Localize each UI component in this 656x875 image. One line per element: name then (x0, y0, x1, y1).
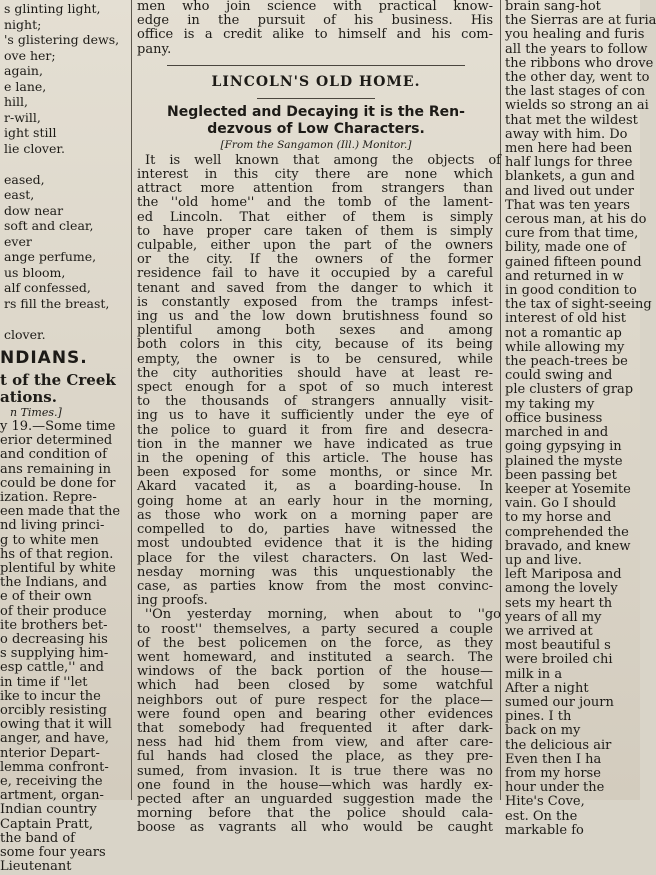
poem-line: rs fill the breast, (4, 295, 110, 311)
text-line: ization. Repre- (0, 490, 97, 506)
middle-column (137, 0, 501, 836)
text-line: ans remaining in (0, 461, 111, 477)
text-line: erior determined (0, 433, 113, 449)
text-line: and lived out under (505, 183, 634, 199)
text-line: to roost'' themselves, a party secured a couple (137, 621, 493, 637)
text-line: office business (505, 410, 603, 426)
text-line: culpable, either upon the part of the owners (137, 238, 493, 254)
text-line: hs of that region. (0, 546, 114, 562)
text-line: ed Lincoln. That either of them is simply (137, 209, 493, 225)
text-line: Akard vacated it, as a boarding-house. In (137, 479, 493, 495)
poem-line: clover. (4, 326, 46, 342)
text-line: That was ten years (505, 197, 630, 213)
text-line: plained the myste (505, 453, 623, 469)
text-line: interest in this city there are none which (137, 167, 493, 183)
text-line: owing that it will (0, 717, 112, 733)
text-line: hour under the (505, 780, 605, 796)
text-line: been passing bet (505, 467, 617, 483)
text-line: cerous man, at his do (505, 212, 647, 228)
text-line: g to white men (0, 532, 99, 548)
text-line: morning before that the police should cala- (137, 806, 493, 822)
poem-line (0, 156, 128, 172)
text-line: nterior Depart- (0, 745, 100, 761)
text-line: half lungs for three (505, 155, 633, 171)
text-line: ple clusters of grap (505, 382, 634, 398)
text-line: or the city. If the owners of the former (137, 252, 493, 268)
text-line: place for the vilest characters. On last Wed- (137, 550, 493, 566)
text-line: plentiful among both sexes and among (137, 323, 493, 339)
text-line: both colors in this city, because of its being (137, 337, 493, 353)
text-line: It is well known that among the objects of (145, 152, 501, 168)
text-line: going home at an early hour in the morning, (137, 493, 493, 509)
text-line: some four years (0, 845, 106, 861)
subtitle-line: dezvous of Low Characters. (207, 120, 425, 137)
text-line: gained fifteen pound (505, 254, 642, 270)
text-line: been exposed for some months, or since Mr. (137, 465, 493, 481)
column-rule-left (131, 0, 132, 800)
subhead-line: t of the Creek (0, 371, 116, 389)
source-credit: n Times.] (10, 406, 62, 419)
text-line: ing proofs. (137, 593, 208, 609)
text-line: keeper at Yosemite (505, 481, 631, 497)
text-line: sets my heart th (505, 595, 613, 611)
text-line: could be done for (0, 475, 116, 491)
poem-line: e lane, (4, 78, 47, 94)
text-line: boose as vagrants all who would be caught (137, 820, 493, 836)
text-line: bility, made one of (505, 240, 626, 256)
text-line: the peach-trees be (505, 354, 628, 370)
article-paragraph-1 (137, 152, 501, 609)
text-line: most undoubted evidence that it is the hiding (137, 536, 493, 552)
text-line: vain. Go I should (505, 496, 617, 512)
text-line: empty, the owner is to be censured, while (137, 351, 493, 367)
text-line: markable fo (505, 822, 584, 838)
poem-line: r-will, (4, 109, 41, 125)
indians-subhead (0, 372, 128, 406)
text-line: the Indians, and (0, 575, 107, 591)
text-line: away with him. Do (505, 126, 628, 142)
text-line: e, receiving the (0, 774, 103, 790)
text-line: is constantly exposed from the tramps infest- (137, 294, 493, 310)
text-line: up and live. (505, 552, 582, 568)
text-line: one found in the house—which was hardly ex- (137, 777, 493, 793)
text-line: milk in a (505, 666, 563, 682)
text-line: interest of old hist (505, 311, 627, 327)
text-line: that somebody had frequented it after dark- (137, 720, 493, 736)
text-line: ite brothers bet- (0, 617, 108, 633)
poem-line: soft and clear, (4, 218, 94, 233)
text-line: the ''old home'' and the tomb of the lament- (137, 195, 493, 211)
text-line: marched in and (505, 425, 609, 441)
article-separator (167, 65, 465, 66)
text-line: comprehended the (505, 524, 629, 540)
right-column (505, 0, 656, 838)
text-line: could swing and (505, 368, 613, 384)
text-line: in time if ''let (0, 674, 88, 690)
text-line: bravado, and knew (505, 538, 631, 554)
text-line: nesday morning was this unquestionably the (137, 564, 493, 580)
text-line: attract more attention from strangers than (137, 181, 493, 197)
text-line: the police to guard it from fire and desecra- (137, 422, 493, 438)
text-line: the tax of sight-seeing (505, 297, 652, 313)
article-source: [From the Sangamon (Ill.) Monitor.] (220, 138, 412, 151)
poem-line: eased, (4, 171, 45, 187)
text-line: while allowing my (505, 339, 625, 355)
text-line: as those who work on a morning paper are (137, 507, 493, 523)
text-line: Lieutenant (0, 859, 72, 875)
text-line: anger, and have, (0, 731, 110, 747)
text-line: o decreasing his (0, 632, 108, 648)
text-line: ful hands had closed the place, as they pre- (137, 749, 493, 765)
text-line: sumed our journ (505, 694, 614, 710)
text-line: artment, organ- (0, 788, 104, 804)
poem-line: east, (4, 187, 35, 202)
text-line: e of their own (0, 589, 92, 605)
text-line: lemma confront- (0, 759, 109, 775)
text-line: ness had hid them from view, and after care- (137, 735, 493, 751)
subtitle-line: Neglected and Decaying it is the Ren- (167, 103, 465, 120)
poem-line: ove her; (4, 47, 56, 63)
text-line: ing us and the low down brutishness found so (137, 309, 493, 325)
poem-line: ight still (4, 125, 57, 140)
poem-line: dow near (4, 202, 64, 218)
poem-line: hill, (4, 94, 29, 109)
text-line: spect enough for a spot of so much interest (137, 380, 493, 396)
text-line: of their produce (0, 603, 107, 619)
text-line: sumed, from invasion. It is true there was no (137, 763, 493, 779)
text-line: in the opening of this article. The house has (137, 451, 493, 467)
text-line: compelled to do, parties have witnessed the (137, 522, 493, 538)
text-line: edge in the pursuit of his business. His (137, 13, 493, 29)
text-line: the other day, went to (505, 70, 650, 86)
text-line: een made that the (0, 504, 121, 520)
text-line: blankets, a gun and (505, 169, 635, 185)
poem-line: lie clover. (4, 140, 65, 156)
text-line: s supplying him- (0, 646, 109, 662)
text-line: and returned in w (505, 268, 624, 284)
article-title: LINCOLN'S OLD HOME. (211, 73, 421, 90)
text-line: that met the wildest (505, 112, 638, 128)
text-line: orcibly resisting (0, 703, 107, 719)
text-line: ing us to have it sufficiently under the eye of (137, 408, 493, 424)
text-line: went homeward, and instituted a search. The (137, 649, 493, 665)
text-line: of the best policemen on the force, as they (137, 635, 493, 651)
title-rule (257, 98, 375, 99)
poem-line: alf confessed, (4, 280, 91, 295)
poem-block (0, 0, 128, 342)
text-line: After a night (505, 680, 589, 696)
text-line: left Mariposa and (505, 567, 622, 583)
text-line: and condition of (0, 447, 107, 463)
poem-line: ange perfume, (4, 249, 97, 264)
poem-line: s glinting light, (4, 1, 101, 16)
text-line: to have proper care taken of them is simply (137, 223, 493, 239)
text-line: pany. (137, 41, 172, 57)
article-subtitle (137, 105, 495, 137)
text-line: in good condition to (505, 283, 637, 299)
text-line: the Sierras are at furia (505, 13, 656, 29)
text-line: y 19.—Some time (0, 419, 116, 434)
text-line: ike to incur the (0, 688, 101, 704)
text-line: from my horse (505, 765, 601, 781)
text-line: to the thousands of strangers annually visit- (137, 394, 493, 410)
text-line: going gypsying in (505, 439, 622, 455)
text-line: not a romantic ap (505, 325, 622, 341)
text-line: among the lovely (505, 581, 618, 597)
text-line: my taking my (505, 396, 595, 412)
text-line: the delicious air (505, 737, 612, 753)
text-line: we arrived at (505, 623, 593, 639)
text-line: Even then I ha (505, 751, 602, 767)
indians-heading: NDIANS. (0, 348, 88, 368)
poem-line: 's glistering dews, (4, 32, 120, 47)
text-line: est. On the (505, 808, 578, 824)
text-line: men here had been (505, 141, 633, 157)
text-line: Captain Pratt, (0, 816, 93, 832)
left-column (0, 0, 128, 875)
text-line: Indian country (0, 802, 97, 818)
text-line: plentiful by white (0, 561, 116, 577)
text-line: to my horse and (505, 510, 612, 526)
poem-line: us bloom, (4, 264, 66, 280)
poem-line: again, (4, 63, 43, 78)
text-line: pected after an unguarded suggestion made the (137, 791, 493, 807)
poem-line: ever (4, 233, 32, 249)
subhead-line: ations. (0, 388, 57, 406)
text-line: wields so strong an ai (505, 98, 649, 114)
column-rule-right (500, 0, 501, 800)
text-line: Hite's Cove, (505, 794, 585, 810)
text-line: back on my (505, 723, 581, 739)
text-line: residence fail to have it occupied by a careful (137, 266, 493, 282)
text-line: men who join science with practical know- (137, 0, 493, 14)
text-line: the last stages of con (505, 84, 646, 100)
text-line: the band of (0, 830, 75, 846)
article-paragraph-2 (137, 607, 501, 836)
text-line: neighbors out of pure respect for the place— (137, 692, 493, 708)
text-line: case, as parties know from the most convinc- (137, 578, 493, 594)
text-line: most beautiful s (505, 638, 611, 654)
text-line: all the years to follow (505, 41, 648, 57)
text-line: cure from that time, (505, 226, 639, 242)
text-line: the ribbons who drove (505, 55, 654, 71)
poem-line (0, 311, 128, 327)
text-line: which had been closed by some watchful (137, 678, 493, 694)
text-line: were broiled chi (505, 652, 613, 668)
text-line: brain sang-hot (505, 0, 601, 14)
right-article-body (505, 0, 656, 838)
text-line: the city authorities should have at least re- (137, 365, 493, 381)
text-line: were found open and bearing other evidences (137, 706, 493, 722)
text-line: esp cattle,'' and (0, 660, 105, 676)
indians-article-body (0, 420, 128, 875)
text-line: ''On yesterday morning, when about to ''go (145, 607, 501, 623)
text-line: you healing and furis (505, 27, 645, 43)
text-line: nd living princi- (0, 518, 105, 534)
text-line: office is a credit alike to himself and his com- (137, 27, 493, 43)
text-line: tenant and saved from the danger to which it (137, 280, 493, 296)
text-line: tion in the manner we have indicated as true (137, 436, 493, 452)
text-line: years of all my (505, 609, 602, 625)
text-line: pines. I th (505, 709, 572, 725)
text-line: windows of the back portion of the house— (137, 664, 493, 680)
poem-line: night; (4, 16, 42, 32)
previous-article-ending (137, 0, 495, 57)
